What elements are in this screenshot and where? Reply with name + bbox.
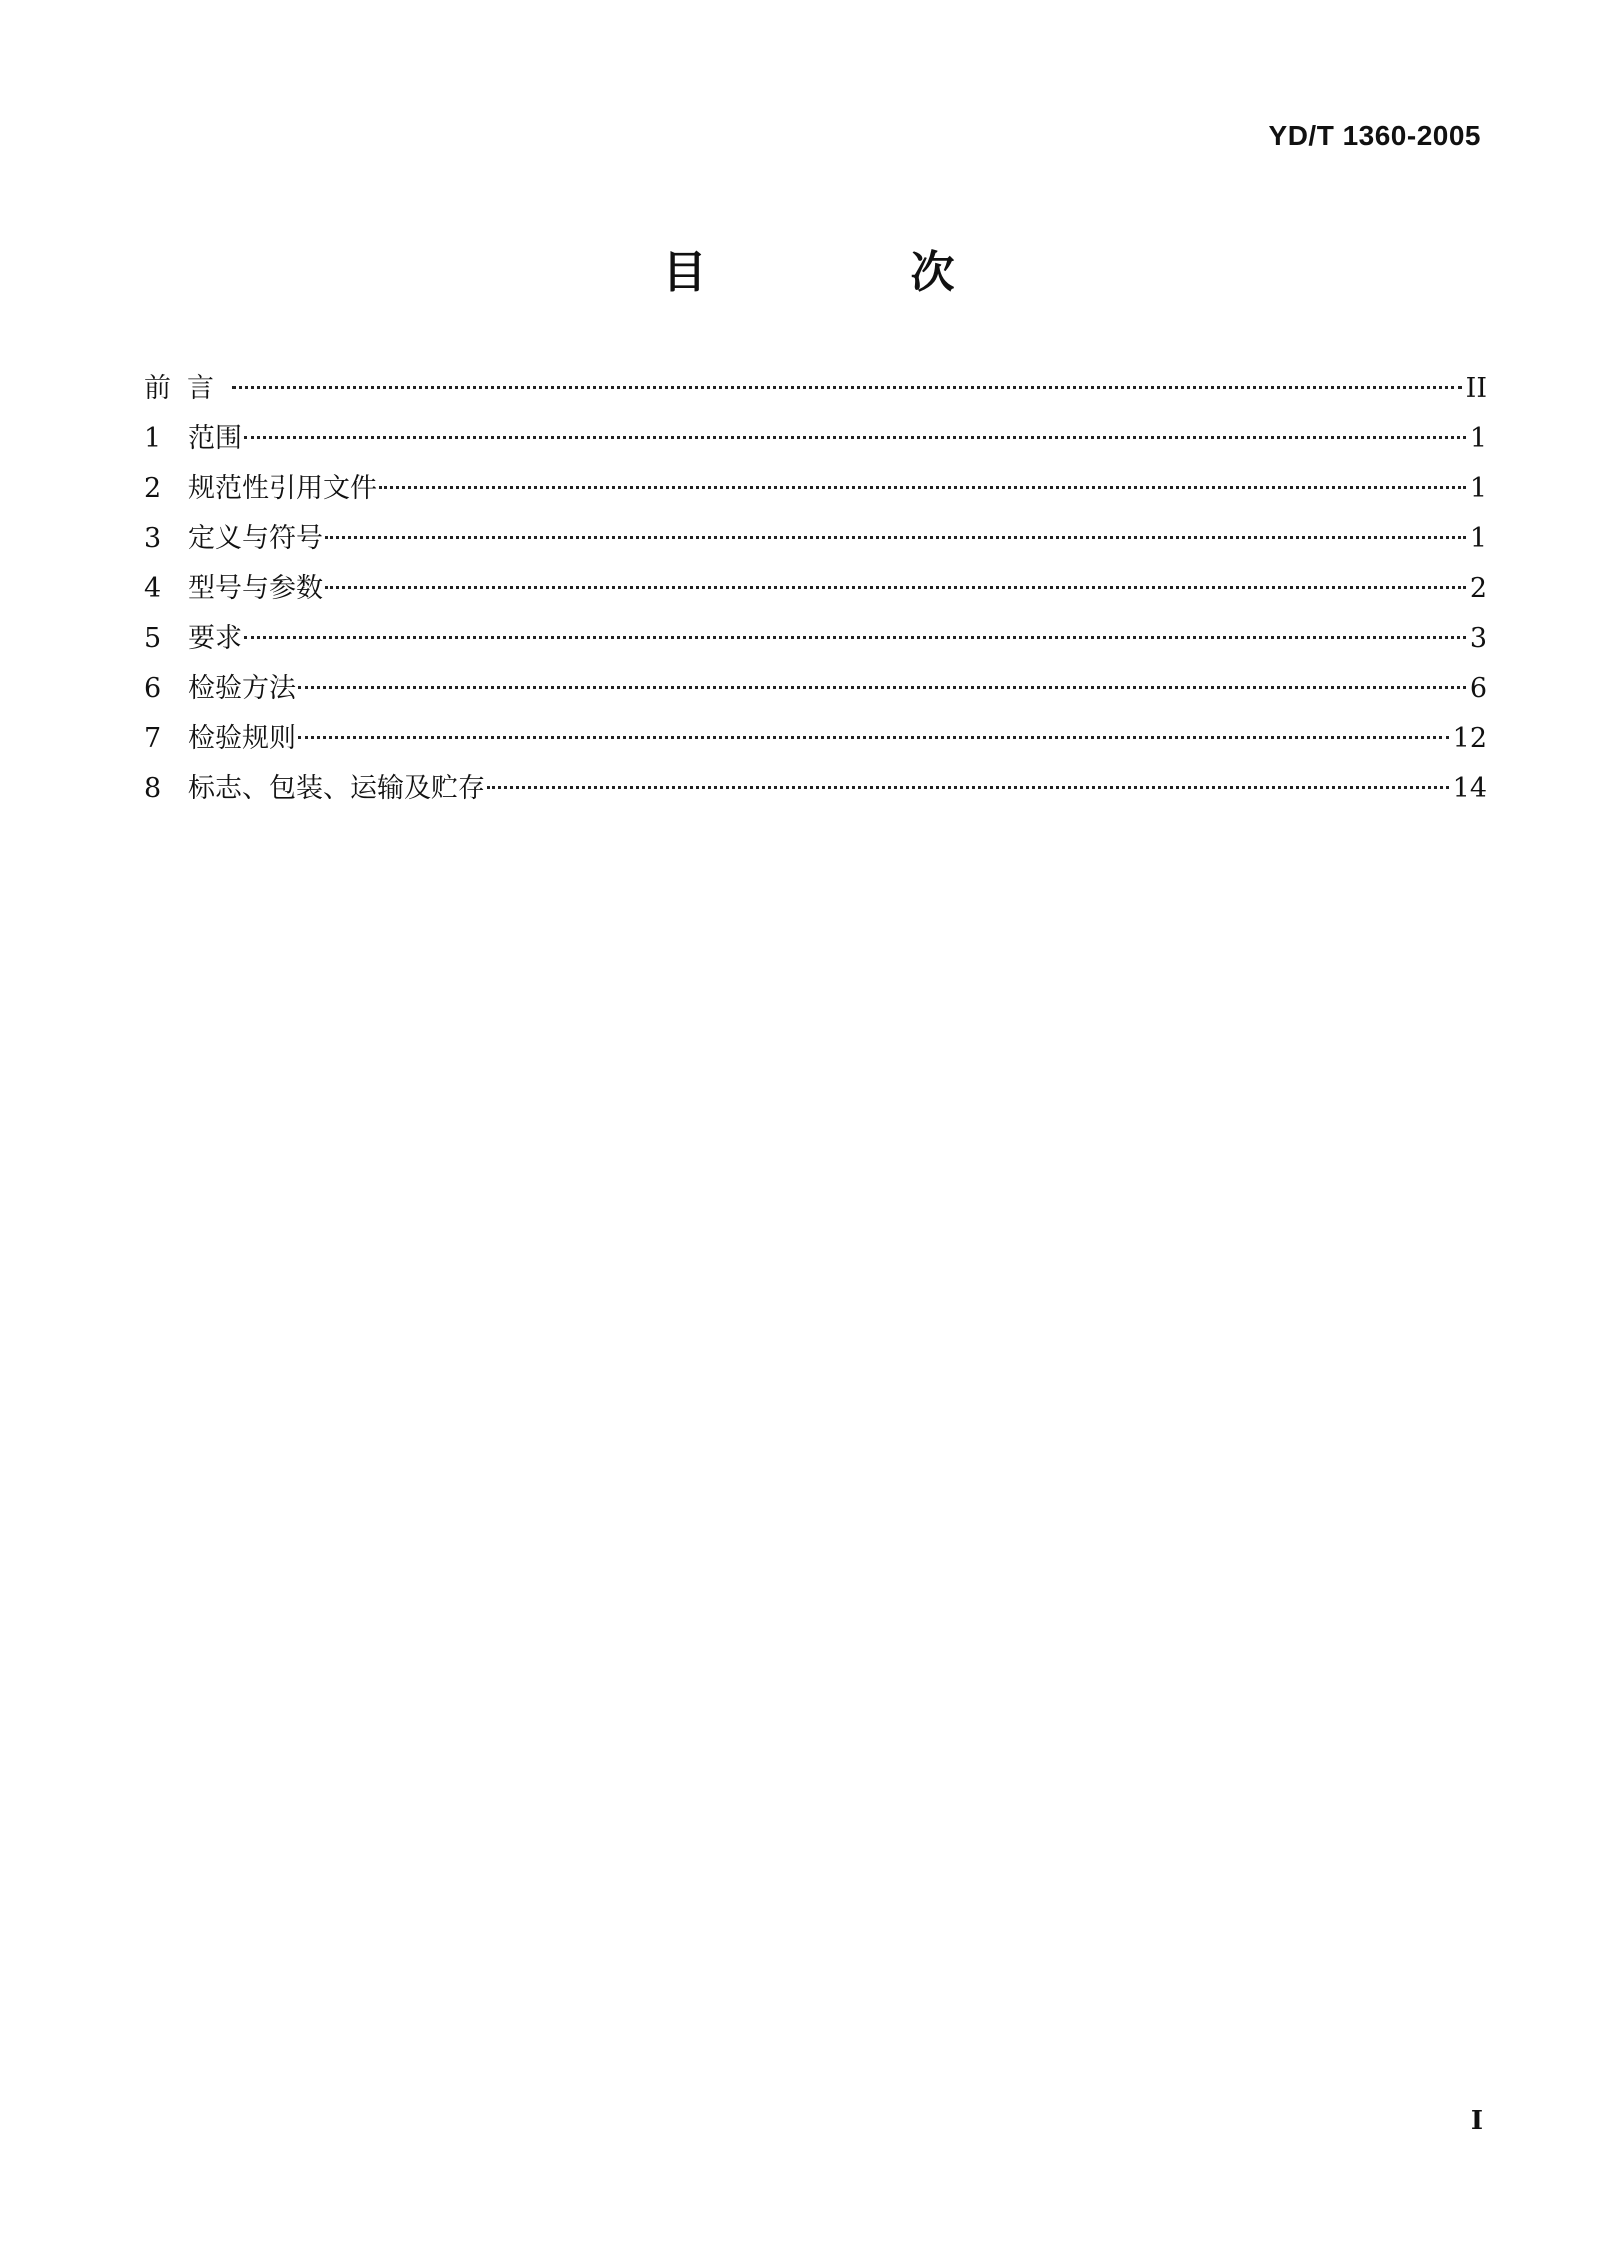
toc-dot-leader	[379, 486, 1466, 489]
toc-entry-label: 检验规则	[188, 723, 296, 754]
toc-dot-leader	[244, 436, 1466, 439]
toc-entry-page: 1	[1469, 473, 1487, 504]
toc-entry-page: 3	[1469, 623, 1487, 654]
toc-entry-label: 型号与参数	[188, 573, 323, 604]
toc-entry-label: 标志、包装、运输及贮存	[188, 773, 485, 804]
toc-entry-number: 3	[144, 523, 162, 554]
toc-dot-leader	[298, 686, 1466, 689]
toc-dot-leader	[487, 786, 1449, 789]
toc-entry-number: 8	[144, 773, 162, 804]
toc-entry-scope[interactable]	[144, 414, 1487, 464]
toc-entry-label: 规范性引用文件	[188, 473, 377, 504]
toc-entry-label: 前言	[144, 373, 230, 404]
toc-entry-label: 定义与符号	[188, 523, 323, 554]
toc-dot-leader	[298, 736, 1449, 739]
page-title: 目 次	[662, 247, 1035, 298]
toc-entry-page: 2	[1469, 573, 1487, 604]
toc-entry-page: 6	[1469, 673, 1487, 704]
toc-entry-number: 7	[144, 723, 162, 754]
toc-entry-number: 2	[144, 473, 162, 504]
toc-entry-label: 范围	[188, 423, 242, 454]
standard-number: YD/T 1360-2005	[1268, 120, 1481, 151]
toc-entry-number: 4	[144, 573, 162, 604]
toc-entry-requirements[interactable]	[144, 614, 1487, 664]
toc-entry-marking-packaging[interactable]	[144, 764, 1487, 814]
toc-entry-page: 1	[1469, 423, 1487, 454]
toc-entry-page: II	[1465, 373, 1487, 404]
toc-entry-number: 5	[144, 623, 162, 654]
table-of-contents	[144, 364, 1487, 814]
toc-dot-leader	[244, 636, 1466, 639]
toc-dot-leader	[325, 586, 1466, 589]
toc-entry-definitions[interactable]	[144, 514, 1487, 564]
toc-entry-foreword[interactable]	[144, 364, 1487, 414]
toc-entry-page: 1	[1469, 523, 1487, 554]
toc-entry-normative-references[interactable]	[144, 464, 1487, 514]
toc-entry-label: 检验方法	[188, 673, 296, 704]
toc-entry-test-methods[interactable]	[144, 664, 1487, 714]
toc-dot-leader	[232, 386, 1462, 389]
toc-entry-label: 要求	[188, 623, 242, 654]
toc-entry-inspection-rules[interactable]	[144, 714, 1487, 764]
toc-entry-page: 12	[1452, 723, 1487, 754]
toc-dot-leader	[325, 536, 1466, 539]
toc-entry-models-parameters[interactable]	[144, 564, 1487, 614]
toc-entry-page: 14	[1452, 773, 1487, 804]
toc-entry-number: 6	[144, 673, 162, 704]
page-number: I	[1470, 2106, 1483, 2136]
toc-entry-number: 1	[144, 423, 162, 454]
